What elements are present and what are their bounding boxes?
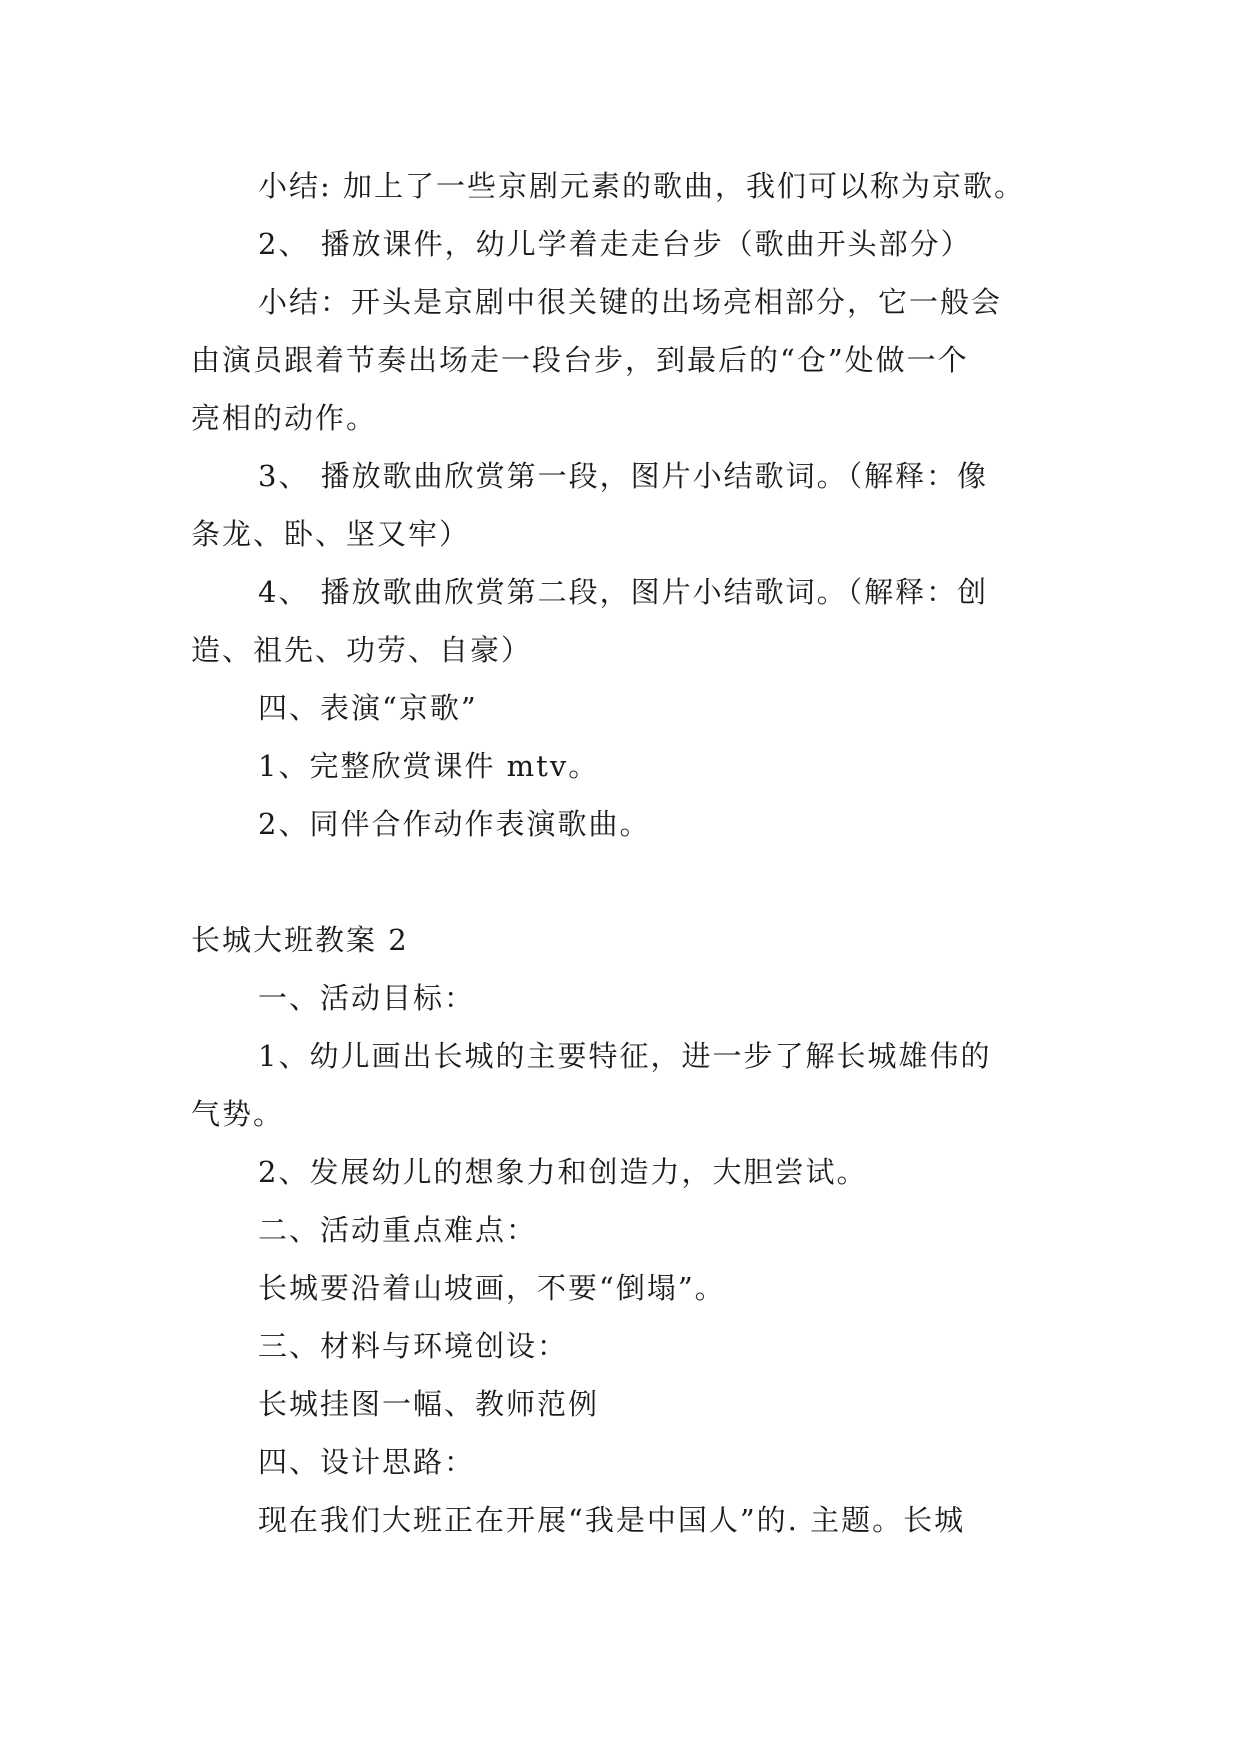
- paragraph-line: 2、同伴合作动作表演歌曲。: [258, 807, 651, 841]
- paragraph-line: 3、 播放歌曲欣赏第一段，图片小结歌词。（解释：像: [258, 459, 989, 493]
- paragraph-line: 1、完整欣赏课件 mtv。: [258, 749, 600, 783]
- paragraph-line: 亮相的动作。: [191, 401, 378, 435]
- paragraph-line: 条龙、卧、坚又牢）: [191, 517, 471, 551]
- paragraph-line: 造、祖先、功劳、自豪）: [191, 633, 533, 667]
- paragraph-line: 长城挂图一幅、教师范例: [258, 1387, 600, 1421]
- paragraph-line: 4、 播放歌曲欣赏第二段，图片小结歌词。（解释：创: [258, 575, 989, 609]
- paragraph-line: 2、 播放课件，幼儿学着走走台步（歌曲开头部分）: [258, 227, 972, 261]
- paragraph-line: 长城要沿着山坡画，不要“倒塌”。: [258, 1271, 726, 1305]
- section-heading: 四、表演“京歌”: [258, 691, 478, 725]
- paragraph-line: 1、幼儿画出长城的主要特征，进一步了解长城雄伟的: [258, 1039, 992, 1073]
- paragraph-line: 小结：开头是京剧中很关键的出场亮相部分，它一般会: [258, 285, 1003, 319]
- section-heading: 一、活动目标：: [258, 981, 476, 1015]
- paragraph-line: 现在我们大班正在开展“我是中国人”的. 主题。长城: [258, 1503, 966, 1537]
- paragraph-line: 由演员跟着节奏出场走一段台步，到最后的“仓”处做一个: [191, 343, 969, 377]
- section-heading: 二、活动重点难点：: [258, 1213, 538, 1247]
- paragraph-line: 小结: 加上了一些京剧元素的歌曲，我们可以称为京歌。: [258, 169, 1025, 203]
- section-heading: 三、材料与环境创设：: [258, 1329, 569, 1363]
- paragraph-line: 2、发展幼儿的想象力和创造力，大胆尝试。: [258, 1155, 868, 1189]
- section-heading: 四、设计思路：: [258, 1445, 476, 1479]
- paragraph-line: 气势。: [191, 1097, 285, 1131]
- document-title: 长城大班教案 2: [191, 923, 409, 957]
